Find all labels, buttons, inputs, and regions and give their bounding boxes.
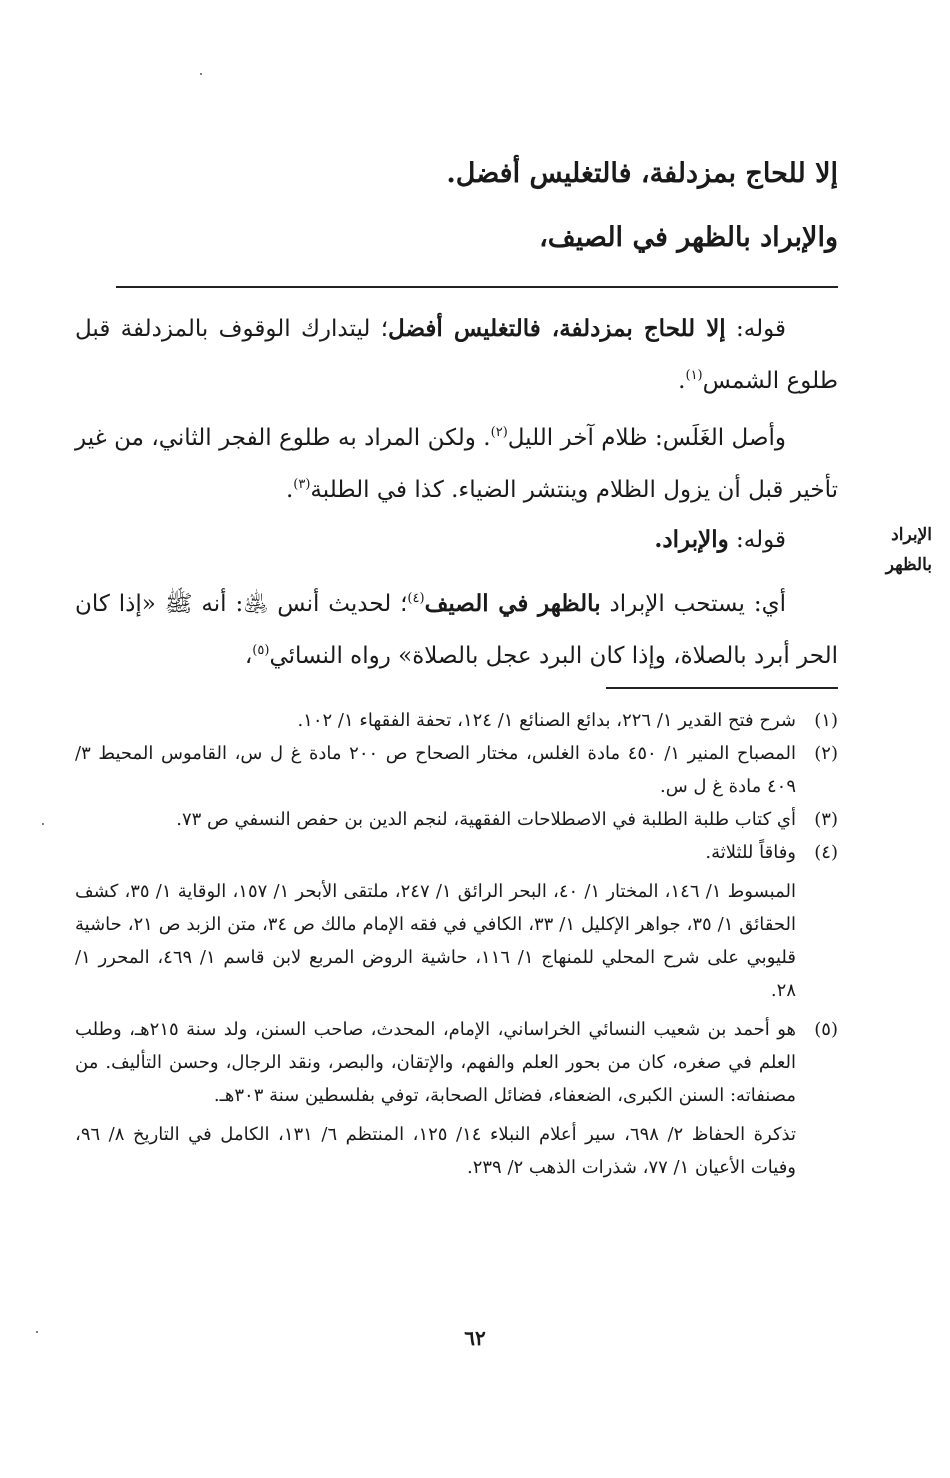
footnote-text: أي كتاب طلبة الطلبة في الاصطلاحات الفقهية، لنجم الدين بن حفص النسفي ص ٧٣.	[176, 809, 796, 830]
p1-text: ؛ ليتدارك الوقوف بالمزدلفة قبل طلوع الشمس	[75, 316, 838, 394]
p2-text-a: وأصل الغَلَس: ظلام آخر الليل	[507, 425, 786, 451]
p3-lead: قوله:	[728, 527, 786, 553]
matn-line-2: والإبراد بالظهر في الصيف،	[539, 222, 838, 253]
footnote-ref-5: (٥)	[252, 643, 270, 658]
p2-end: .	[285, 477, 294, 503]
footnote-ref-3: (٣)	[293, 477, 311, 492]
scan-speck	[200, 73, 202, 75]
p1-lead: قوله:	[725, 316, 787, 342]
footnote-number: (٥)	[814, 1019, 838, 1040]
footnote-ref-1: (١)	[685, 368, 703, 383]
footnote-2	[75, 737, 838, 803]
footnote-3	[75, 803, 838, 836]
p1-quote: إلا للحاج بمزدلفة، فالتغليس أفضل	[388, 315, 726, 342]
paragraph-2	[75, 412, 838, 516]
paragraph-4	[75, 578, 838, 682]
p4-text-b: ؛ لحديث أنس ﵁: أنه ﷺ «إذا كان الحر أبرد بالصلاة، وإذا كان البرد عجل بالصلاة» رواه النسائي	[75, 591, 838, 669]
paragraph-1	[75, 303, 838, 407]
p3-quote: والإبراد.	[654, 526, 729, 553]
footnote-text: المصباح المنير ١/ ٤٥٠ مادة الغلس، مختار الصحاح ص ٢٠٠ مادة غ ل س، القاموس المحيط ٣/ ٤٠٩ مادة غ ل س.	[75, 743, 796, 797]
matn-line-1: إلا للحاج بمزدلفة، فالتغليس أفضل.	[446, 158, 838, 189]
paragraph-3	[75, 514, 838, 566]
p2-text-b: . ولكن المراد به طلوع الفجر الثاني، من غير تأخير قبل أن يزول الظلام وينتشر الضياء. كذا في الطلبة	[75, 425, 838, 503]
footnote-1	[75, 704, 838, 737]
footnotes	[75, 704, 838, 1184]
footnote-number: (٤)	[814, 842, 838, 863]
footnote-4	[75, 836, 838, 869]
p4-quote: بالظهر في الصيف	[424, 590, 601, 617]
footnote-number: (٣)	[814, 809, 838, 830]
footnote-number: (٢)	[814, 743, 838, 764]
footnote-text: شرح فتح القدير ١/ ٢٢٦، بدائع الصنائع ١/ ١٢٤، تحفة الفقهاء ١/ ١٠٢.	[297, 710, 796, 731]
footnote-4-sources: المبسوط ١/ ١٤٦، المختار ١/ ٤٠، البحر الرائق ١/ ٢٤٧، ملتقى الأبحر ١/ ١٥٧، الوقاية ١/ ٣٥، كشف الحقائق ١/ ٣٥، جواهر الإكليل ١/ ٣٣، الكافي في فقه الإمام مالك ص ٣٤، متن الزبد ص ٢١، حاشية قليوبي على شرح المحلي للمنهاج ١/ ١١٦، حاشية الروض المربع لابن قاسم ١/ ٤٦٩، المحرر ١/ ٢٨.	[75, 881, 797, 1001]
footnote-5	[75, 1013, 838, 1112]
scan-speck	[42, 823, 44, 825]
scan-speck	[36, 1331, 38, 1333]
footnote-ref-4: (٤)	[407, 591, 425, 606]
footnote-text: وفاقاً للثلاثة.	[705, 842, 796, 863]
footnote-ref-2: (٢)	[490, 425, 508, 440]
margin-heading-line-1: الإبراد	[891, 525, 932, 545]
p1-end: .	[678, 368, 686, 394]
footnote-divider	[606, 687, 838, 689]
footnote-text: هو أحمد بن شعيب النسائي الخراساني، الإمام، المحدث، صاحب السنن، ولد سنة ٢١٥هـ، وطلب العلم في صغره، كان من بحور العلم والفهم، والإتقان، والبصر، ونقد الرجال، وحسن التأليف. من مصنفاته: السنن الكبرى، الضعفاء، فضائل الصحابة، توفي بفلسطين سنة ٣٠٣هـ.	[75, 1019, 797, 1106]
p4-end: ،	[244, 643, 253, 669]
p4-text-a: أي: يستحب الإبراد	[600, 591, 786, 617]
margin-heading	[862, 520, 932, 580]
footnote-5-sources: تذكرة الحفاظ ٢/ ٦٩٨، سير أعلام النبلاء ١٤/ ١٢٥، المنتظم ٦/ ١٣١، الكامل في التاريخ ٨/ ٩٦، وفيات الأعيان ١/ ٧٧، شذرات الذهب ٢/ ٢٣٩.	[75, 1124, 796, 1178]
page-number: ٦٢	[464, 1326, 486, 1350]
footnote-number: (١)	[814, 710, 838, 731]
matn-divider	[116, 286, 838, 288]
margin-heading-line-2: بالظهر	[885, 555, 932, 575]
